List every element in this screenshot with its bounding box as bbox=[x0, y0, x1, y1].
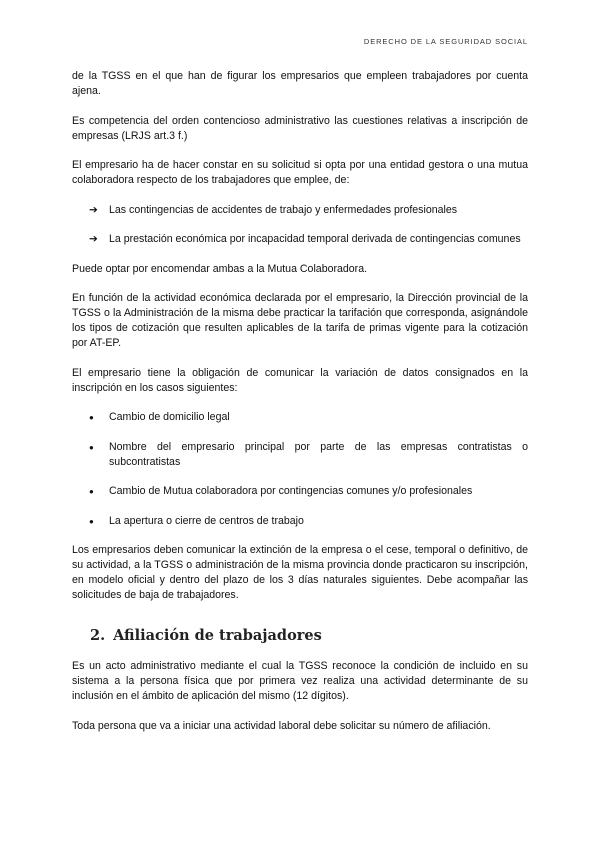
arrow-icon: ➔ bbox=[89, 203, 98, 216]
list-item bbox=[72, 203, 528, 218]
paragraph: El empresario tiene la obligación de comunicar la variación de datos consignados en la inscripción en los casos siguientes: bbox=[72, 366, 528, 394]
running-header: DERECHO DE LA SEGURIDAD SOCIAL bbox=[363, 37, 528, 46]
list-item bbox=[72, 440, 528, 470]
page-content bbox=[72, 69, 528, 748]
section-heading bbox=[72, 627, 528, 645]
paragraph: En función de la actividad económica declarada por el empresario, la Dirección provincial de la TGSS o la Administración de la misma debe practicar la tarifación que corresponda, asignándole los tipos de cotización que resulten aplicables de la tarifa de primas vigente para la cotización por AT-EP. bbox=[72, 292, 528, 349]
bullet-icon: ● bbox=[89, 487, 94, 496]
list-item-text: Cambio de Mutua colaboradora por contingencias comunes y/o profesionales bbox=[109, 485, 473, 497]
bullet-icon: ● bbox=[89, 516, 94, 526]
paragraph: de la TGSS en el que han de figurar los empresarios que empleen trabajadores por cuenta ajena. bbox=[72, 70, 528, 97]
bullet-list bbox=[72, 410, 528, 529]
paragraph: Los empresarios deben comunicar la extinción de la empresa o el cese, temporal o definitivo, de su actividad, a la TGSS o administración de la misma provincia donde practicaron su inscripción, en modelo oficial y dentro del plazo de los 3 días naturales siguientes. Debe acompañar las solicitudes de baja de trabajadores. bbox=[72, 544, 528, 601]
list-item-text: Las contingencias de accidentes de trabajo y enfermedades profesionales bbox=[109, 203, 458, 216]
list-item-text: Nombre del empresario principal por parte de las empresas contratistas o subcontratistas bbox=[109, 440, 528, 468]
section-title: Afiliación de trabajadores bbox=[113, 627, 322, 644]
bullet-icon: ● bbox=[89, 442, 94, 452]
paragraph: Es competencia del orden contencioso administrativo las cuestiones relativas a inscripción de empresas (LRJS art.3 f.) bbox=[72, 114, 528, 142]
paragraph: El empresario ha de hacer constar en su solicitud si opta por una entidad gestora o una mutua colaboradora respecto de los trabajadores que emplee, de: bbox=[72, 159, 528, 186]
arrow-icon: ➔ bbox=[89, 233, 98, 245]
list-item-text: Cambio de domicilio legal bbox=[109, 411, 230, 423]
list-item bbox=[72, 232, 528, 247]
arrow-list bbox=[72, 203, 528, 248]
section-number: 2. bbox=[90, 627, 106, 644]
paragraph: Es un acto administrativo mediante el cual la TGSS reconoce la condición de incluido en su sistema a la persona física que por primera vez realiza una actividad determinante de su inclusión en el ámbito de aplicación del mismo (12 dígitos). bbox=[72, 660, 528, 702]
paragraph: Puede optar por encomendar ambas a la Mutua Colaboradora. bbox=[72, 262, 368, 275]
list-item-text: La prestación económica por incapacidad temporal derivada de contingencias comunes bbox=[109, 233, 521, 245]
list-item bbox=[72, 514, 528, 529]
list-item bbox=[72, 484, 528, 499]
list-item-text: La apertura o cierre de centros de trabajo bbox=[109, 514, 304, 527]
list-item bbox=[72, 410, 528, 425]
paragraph: Toda persona que va a iniciar una actividad laboral debe solicitar su número de afiliación. bbox=[72, 719, 491, 732]
bullet-icon: ● bbox=[89, 413, 94, 422]
